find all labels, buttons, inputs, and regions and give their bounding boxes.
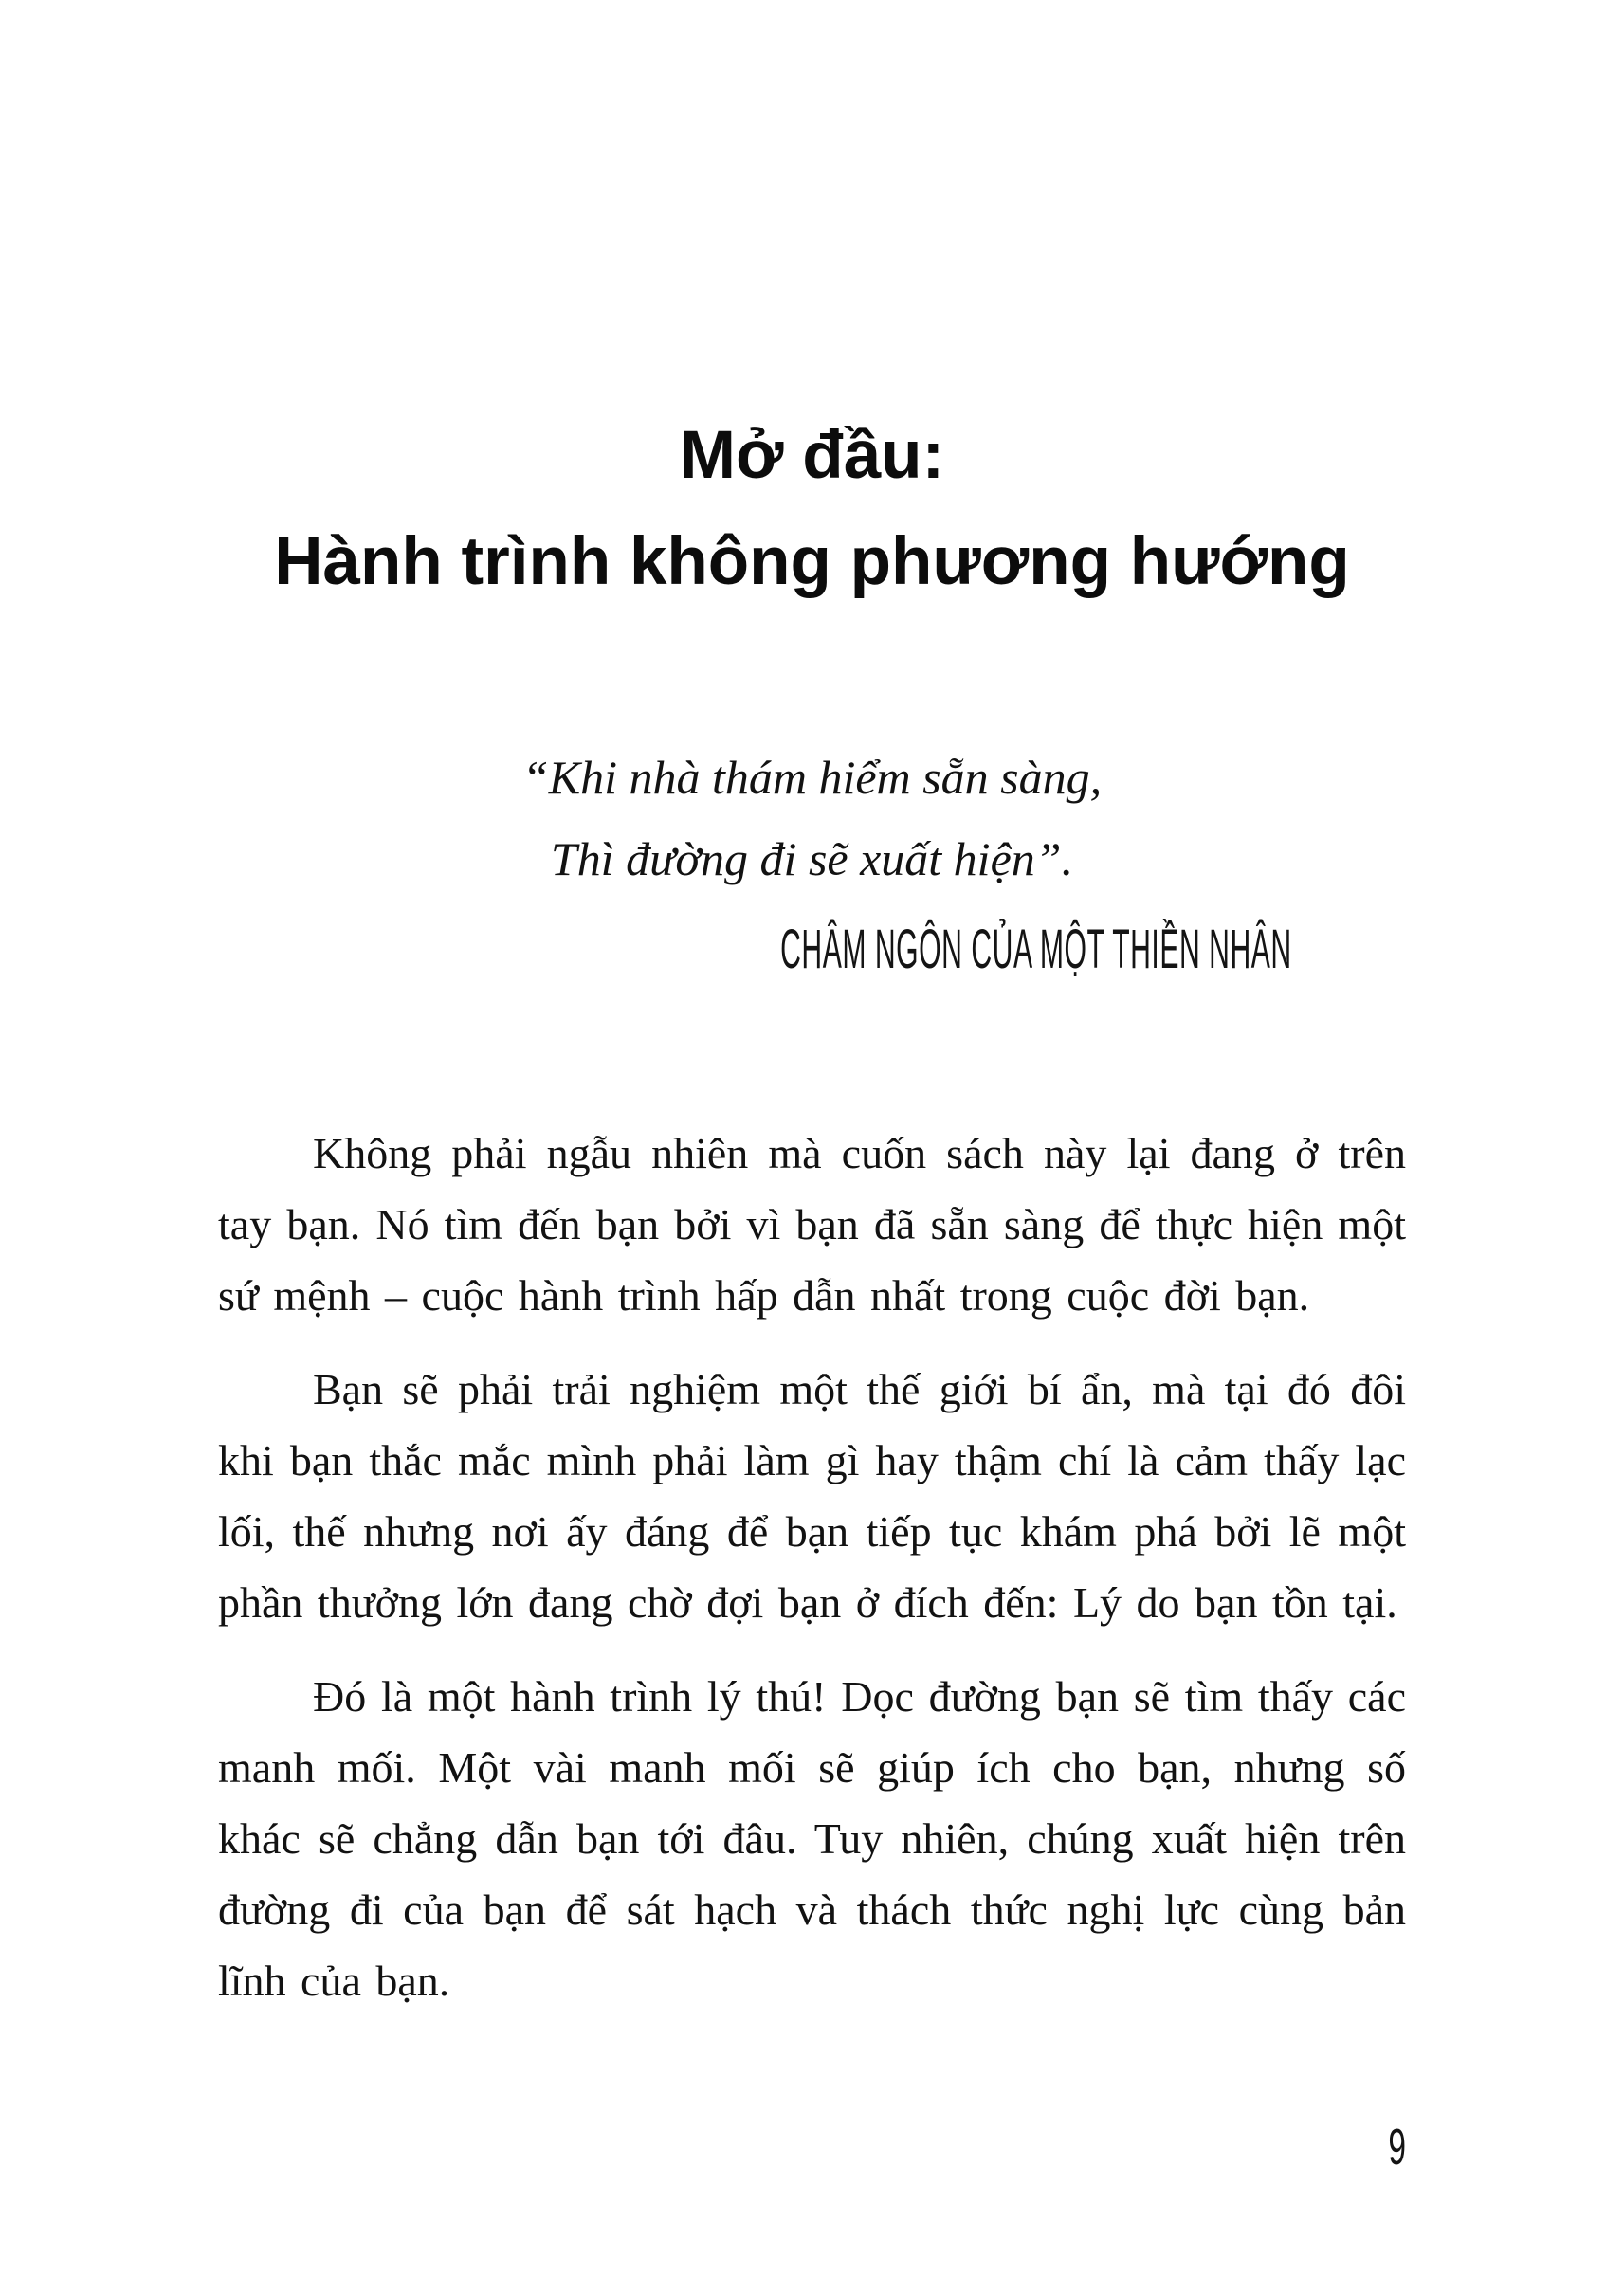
epigraph-quote [218,737,1406,900]
quote-line-2: Thì đường đi sẽ xuất hiện”. [550,832,1074,885]
page-number: 9 [1388,2119,1406,2176]
chapter-title-line1: Mở đầu: [679,418,945,493]
quote-attribution: CHÂM NGÔN CỦA MỘT THIỀN NHÂN [780,919,1292,980]
body-text [218,1118,1406,2016]
paragraph: Đó là một hành trình lý thú! Dọc đường bạn sẽ tìm thấy các manh mối. Một vài manh mối sẽ giúp ích cho bạn, nhưng số khác sẽ chẳng dẫn bạn tới đâu. Tuy nhiên, chúng xuất hiện trên đường đi của bạn để sát hạch và thách thức nghị lực cùng bản lĩnh của bạn. [218,1672,1406,2005]
quote-line-1: “Khi nhà thám hiểm sẵn sàng, [521,751,1103,804]
quote-attribution-row [218,920,1406,979]
chapter-title-line2: Hành trình không phương hướng [274,524,1350,599]
chapter-title [218,0,1406,615]
paragraph: Không phải ngẫu nhiên mà cuốn sách này lại đang ở trên tay bạn. Nó tìm đến bạn bởi vì bạn đã sẵn sàng để thực hiện một sứ mệnh – cuộc hành trình hấp dẫn nhất trong cuộc đời bạn. [218,1129,1406,1320]
paragraph: Bạn sẽ phải trải nghiệm một thế giới bí ẩn, mà tại đó đôi khi bạn thắc mắc mình phải làm gì hay thậm chí là cảm thấy lạc lối, thế nhưng nơi ấy đáng để bạn tiếp tục khám phá bởi lẽ một phần thưởng lớn đang chờ đợi bạn ở đích đến: Lý do bạn tồn tại. [218,1365,1406,1627]
